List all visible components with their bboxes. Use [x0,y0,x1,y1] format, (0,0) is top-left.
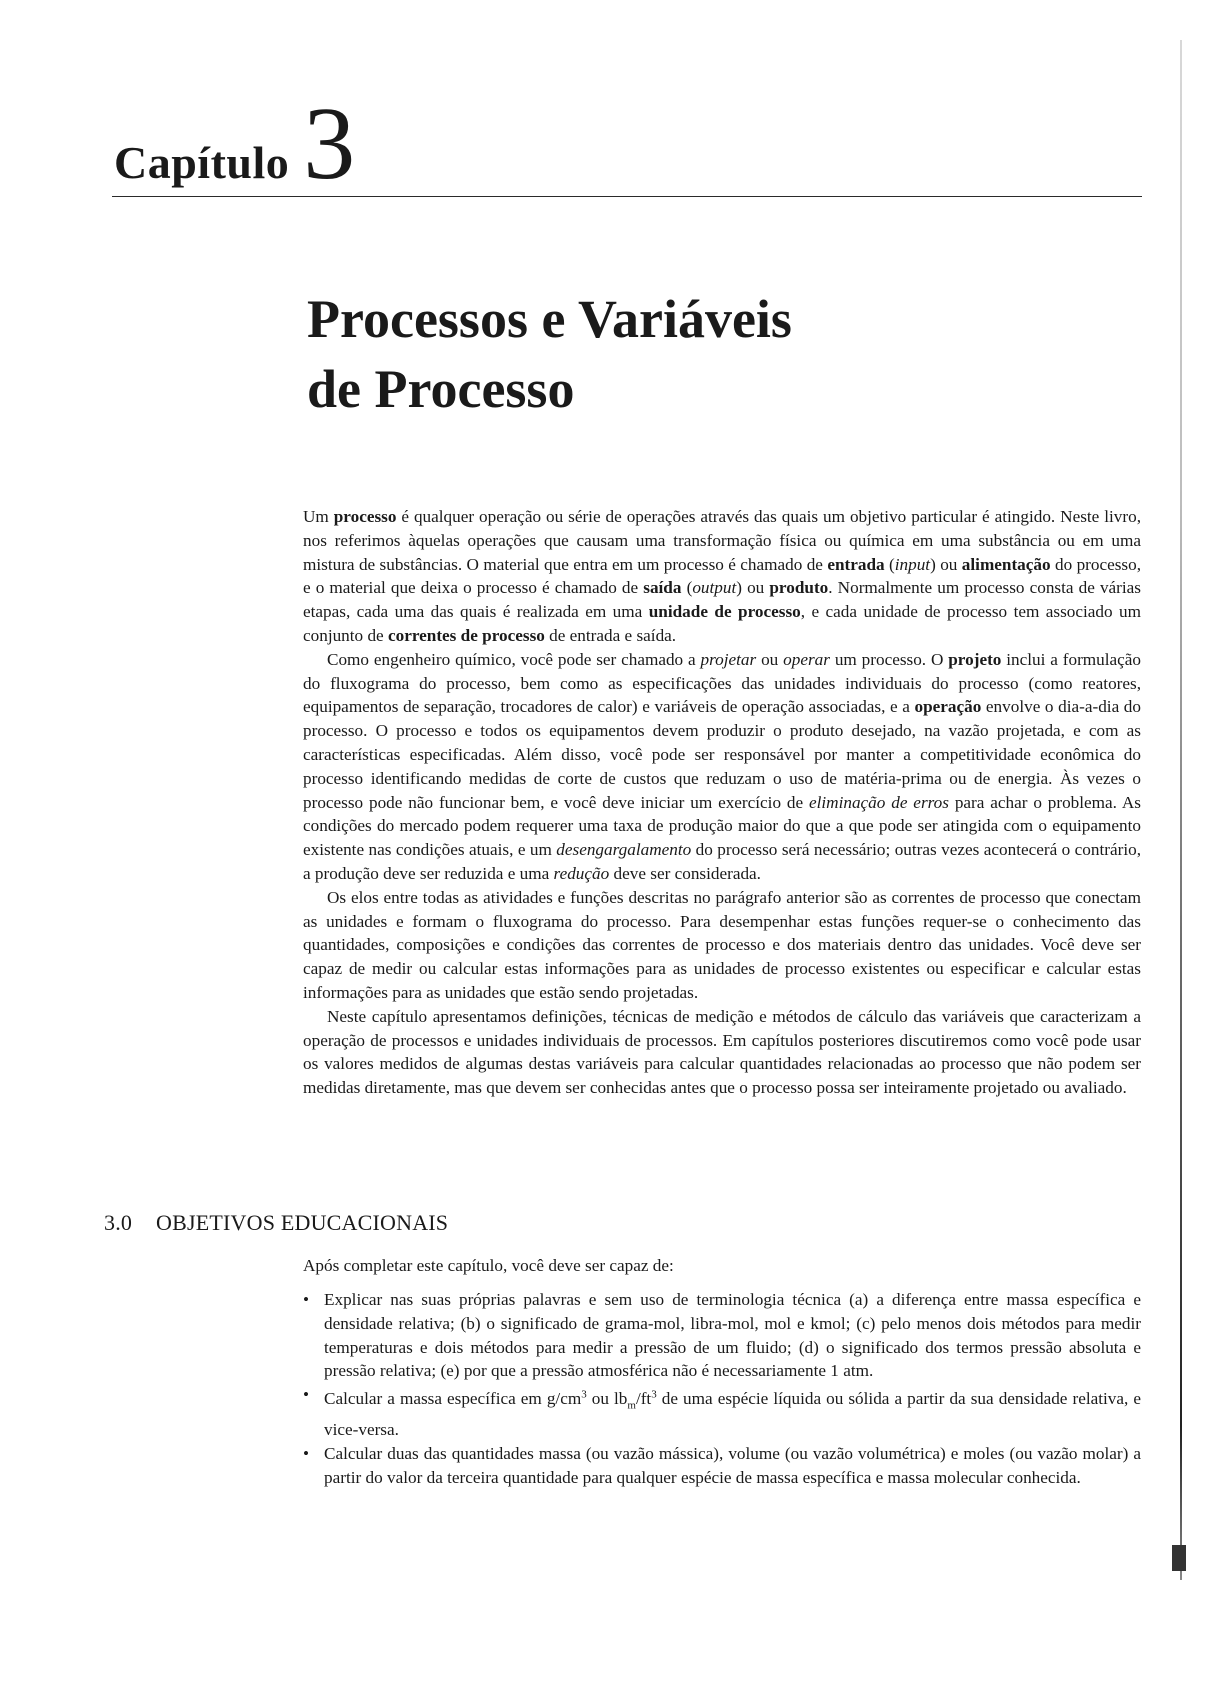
list-item [303,1442,1141,1490]
chapter-title-line-2: de Processo [307,359,575,419]
list-item-text: Calcular duas das quantidades massa (ou vazão mássica), volume (ou vazão volumétrica) e moles (ou vazão molar) a partir do valor da terceira quantidade para qualquer espécie de massa específica e massa molecular conhecida. [324,1443,1141,1487]
bullet-icon: • [303,1385,310,1405]
paragraph-3: Os elos entre todas as atividades e funções descritas no parágrafo anterior são as correntes de processo que conectam as unidades e formam o fluxograma do processo. Para desempenhar estas funções requer-se o conhecimento das quantidades, composições e condições das correntes de processo e dos materiais dentro das unidades. Você deve ser capaz de medir ou calcular estas informações para as unidades de processo existentes ou especificar e calcular estas informações para as unidades que estão sendo projetadas. [303,887,1141,1002]
chapter-number: 3 [303,86,356,201]
chapter-body [303,505,1141,1100]
paragraph-2: Como engenheiro químico, você pode ser chamado a projetar ou operar um processo. O projeto inclui a formulação do fluxograma do processo, bem como as especificações das unidades individuais do processo (como reatores, equipamentos de separação, trocadores de calor) e variáveis de operação associadas, e a operação envolve o dia-a-dia do processo. O processo e todos os equipamentos devem produzir o produto desejado, na vazão projetada, e com as características especificadas. Além disso, você pode ser responsável por manter a competitividade econômica do processo identificando medidas de corte de custos que reduzam o uso de matéria-prima ou de energia. Às vezes o processo pode não funcionar bem, e você deve iniciar um exercício de eliminação de erros para achar o problema. As condições do mercado podem requerer uma taxa de produção maior do que a que pode ser atingida com o equipamento existente nas condições atuais, e um desengargalamento do processo será necessário; outras vezes acontecerá o contrário, a produção deve ser reduzida e uma redução deve ser considerada. [303,649,1142,883]
chapter-label: Capítulo [114,137,290,188]
chapter-title-line-1: Processos e Variáveis [307,289,792,349]
section-heading [104,1210,448,1236]
objectives-list [303,1288,1141,1490]
chapter-divider [112,196,1142,197]
section-title: OBJETIVOS EDUCACIONAIS [156,1210,449,1235]
chapter-heading [114,86,356,201]
scan-edge-mark [1172,1545,1186,1571]
list-item [303,1288,1141,1383]
list-item-text: Calcular a massa específica em $g/cm^3$ ou $lb_m/ft^3$ de uma espécie líquida ou sólida a partir da sua densidade relativa, e vice-versa. [324,1388,1141,1440]
list-item [303,1383,1141,1442]
bullet-icon: • [303,1443,310,1463]
paragraph-1: Um processo é qualquer operação ou série de operações através das quais um objetivo particular é atingido. Neste livro, nos referimos àquelas operações que causam uma transformação física ou química em uma substância ou em uma mistura de substâncias. O material que entra em um processo é chamado de entrada (input) ou alimentação do processo, e o material que deixa o processo é chamado de saída (output) ou produto. Normalmente um processo consta de várias etapas, cada uma das quais é realizada em uma unidade de processo, e cada unidade de processo tem associado um conjunto de correntes de processo de entrada e saída. [303,507,1142,645]
bullet-icon: • [303,1290,310,1309]
list-item-text: Explicar nas suas próprias palavras e sem uso de terminologia técnica (a) a diferença entre massa específica e densidade relativa; (b) o significado de grama-mol, libra-mol, mol e kmol; (c) pelo menos dois métodos para medir temperaturas e dois métodos para medir a pressão de um fluido; (d) o significado dos termos pressão absoluta e pressão relativa; (e) por que a pressão atmosférica não é necessariamente 1 atm. [324,1290,1141,1381]
section-number: 3.0 [104,1210,133,1235]
scan-edge-line [1180,40,1182,1580]
chapter-title [307,284,792,424]
section-intro: Após completar este capítulo, você deve ser capaz de: [303,1256,674,1275]
paragraph-4: Neste capítulo apresentamos definições, técnicas de medição e métodos de cálculo das variáveis que caracterizam a operação de processos e unidades individuais de processos. Em capítulos posteriores discutiremos como você pode usar os valores medidos de algumas destas variáveis para calcular quantidades relacionadas ao processo que não podem ser medidas diretamente, mas que devem ser conhecidas antes que o processo possa ser inteiramente projetado ou avaliado. [303,1006,1141,1098]
